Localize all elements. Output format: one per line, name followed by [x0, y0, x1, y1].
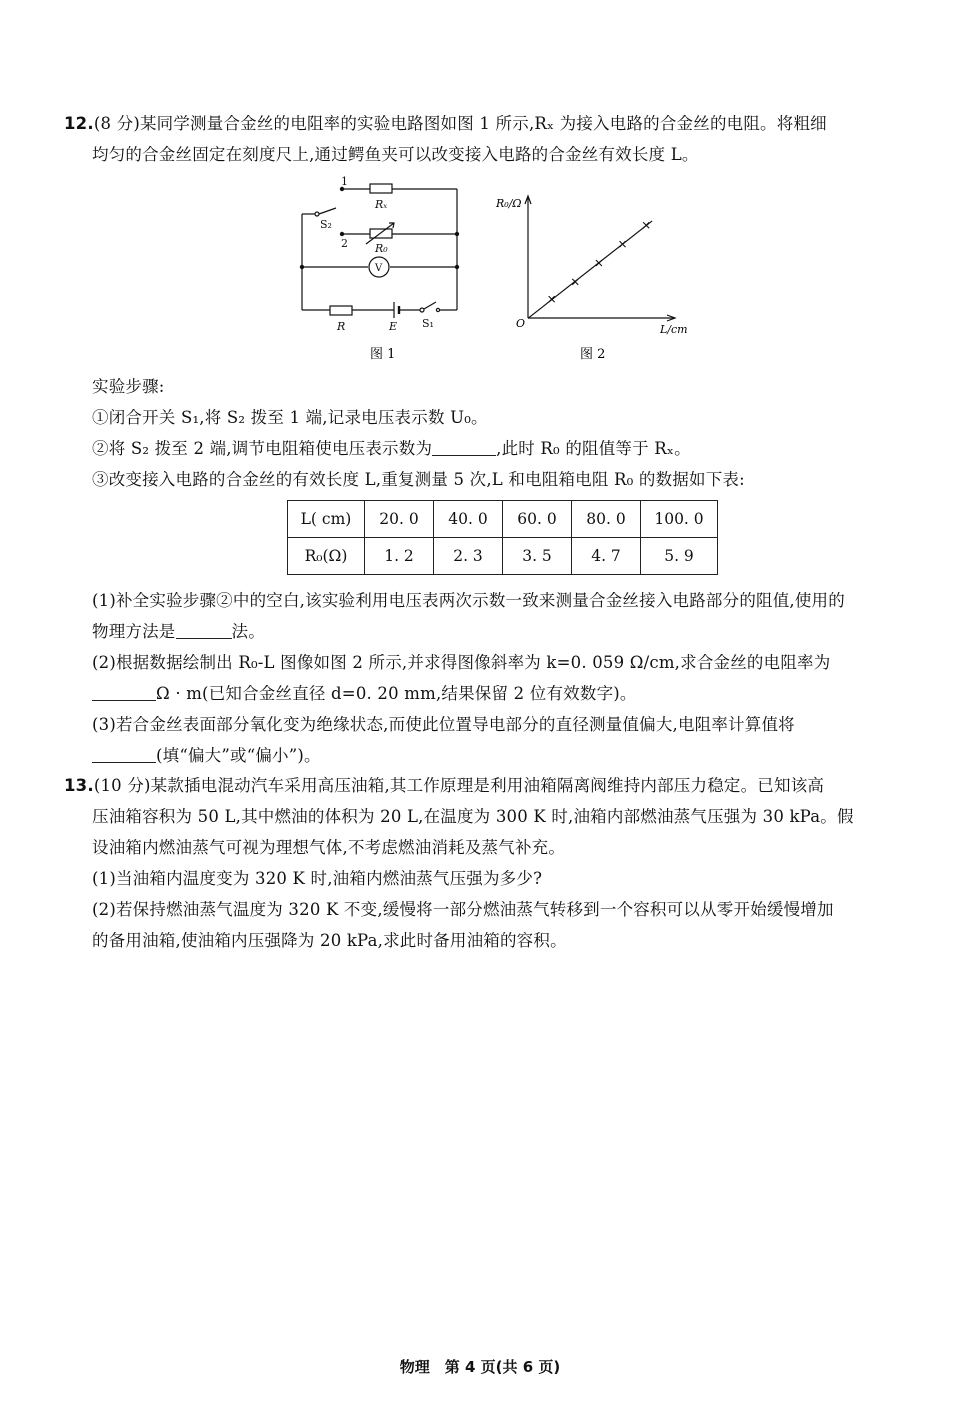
q13-sub1: (1)当油箱内温度变为 320 K 时,油箱内燃油蒸气压强为多少? [92, 869, 543, 888]
table-cell: 20. 0 [365, 501, 434, 538]
q13-line1: 13.(10 分)某款插电混动汽车采用高压油箱,其工作原理是利用油箱隔离阀维持内部压力稳定。已知该高 [64, 776, 825, 795]
data-table [287, 500, 718, 575]
sub2-line1: (2)根据数据绘制出 R₀-L 图像如图 2 所示,并求得图像斜率为 k=0. 059 Ω/cm,求合金丝的电阻率为 [92, 653, 831, 672]
label-rx: Rₓ [375, 198, 388, 211]
label-r0: R₀ [375, 242, 388, 255]
steps-title: 实验步骤: [92, 377, 165, 396]
rx-resistor [370, 184, 392, 193]
q13-line2: 压油箱容积为 50 L,其中燃油的体积为 20 L,在温度为 300 K 时,油箱内部燃油蒸气压强为 30 kPa。假 [92, 807, 854, 826]
circuit-and-graph [290, 172, 710, 372]
data-point [643, 222, 649, 228]
label-r: R [337, 320, 346, 333]
label-2: 2 [341, 237, 348, 250]
row-header-r0: R₀(Ω) [288, 538, 365, 575]
data-point [596, 260, 602, 266]
sub2-line2: Ω · m(已知合金丝直径 d=0. 20 mm,结果保留 2 位有效数字)。 [64, 678, 900, 709]
fig1-caption: 图 1 [370, 347, 396, 362]
graph-origin: O [516, 317, 526, 330]
r-resistor [330, 306, 352, 315]
step-2: ②将 S₂ 拨至 2 端,调节电阻箱使电压表示数为 ,此时 R₀ 的阻值等于 Rₓ。 [92, 439, 691, 458]
q12-intro-line1: 12.(8 分)某同学测量合金丝的电阻率的实验电路图如图 1 所示,Rₓ 为接入电路的合金丝的电阻。将粗细 [64, 114, 827, 133]
r0-l-graph [495, 196, 688, 362]
sub3-line2: (填“偏大”或“偏小”)。 [64, 740, 900, 771]
s2-switch-pivot [315, 212, 319, 216]
fit-line [528, 221, 652, 318]
table-cell: 100. 0 [641, 501, 718, 538]
q12-subquestions [64, 585, 900, 771]
step2-blank [432, 437, 496, 456]
step-1: ①闭合开关 S₁,将 S₂ 拨至 1 端,记录电压表示数 U₀。 [92, 408, 488, 427]
q12-number: 12. [64, 114, 94, 133]
label-v: V [375, 263, 383, 274]
q12-steps [64, 371, 900, 495]
table-cell: 3. 5 [503, 538, 572, 575]
table-cell: 2. 3 [434, 538, 503, 575]
question-13 [64, 770, 900, 956]
row-header-l: L( cm) [288, 501, 365, 538]
table-cell: 40. 0 [434, 501, 503, 538]
table-cell: 80. 0 [572, 501, 641, 538]
data-point [572, 279, 578, 285]
q13-line3: 设油箱内燃油蒸气可视为理想气体,不考虑燃油消耗及蒸气补充。 [92, 838, 566, 857]
q13-number: 13. [64, 776, 94, 795]
q12-intro-line2: 均匀的合金丝固定在刻度尺上,通过鳄鱼夹可以改变接入电路的合金丝有效长度 L。 [92, 145, 699, 164]
data-point [620, 241, 626, 247]
sub1-line2: 物理方法是 法。 [92, 622, 265, 641]
page-footer: 物理 第 4 页(共 6 页) [399, 1358, 561, 1376]
q13-sub2-line1: (2)若保持燃油蒸气温度为 320 K 不变,缓慢将一部分燃油蒸气转移到一个容积可以从零开始缓慢增加 [92, 900, 834, 919]
sub2-blank [92, 682, 156, 701]
sub1-line1: (1)补全实验步骤②中的空白,该实验利用电压表两次示数一致来测量合金丝接入电路部分的阻值,使用的 [92, 591, 845, 610]
label-s1: S₁ [422, 317, 434, 330]
data-point [549, 296, 555, 302]
step-3: ③改变接入电路的合金丝的有效长度 L,重复测量 5 次,L 和电阻箱电阻 R₀ 的数据如下表: [92, 470, 745, 489]
table-cell: 1. 2 [365, 538, 434, 575]
graph-ylabel: R₀/Ω [496, 197, 522, 210]
label-1: 1 [341, 175, 348, 188]
table-cell: 4. 7 [572, 538, 641, 575]
label-e: E [389, 320, 398, 333]
graph-xlabel: L/cm [660, 323, 688, 336]
s1-switch-pivot [420, 308, 424, 312]
fig2-caption: 图 2 [580, 347, 606, 362]
table-row-l [288, 501, 718, 538]
sub1-blank [176, 620, 232, 639]
sub3-blank [92, 744, 156, 763]
sub3-line1: (3)若合金丝表面部分氧化变为绝缘状态,而使此位置导电部分的直径测量值偏大,电阻率计算值将 [92, 715, 795, 734]
label-s2: S₂ [320, 218, 332, 231]
q13-sub2-line2: 的备用油箱,使油箱内压强降为 20 kPa,求此时备用油箱的容积。 [92, 931, 567, 950]
table-cell: 5. 9 [641, 538, 718, 575]
table-cell: 60. 0 [503, 501, 572, 538]
table-row-r0 [288, 538, 718, 575]
question-12 [64, 108, 900, 170]
figures [290, 172, 710, 372]
